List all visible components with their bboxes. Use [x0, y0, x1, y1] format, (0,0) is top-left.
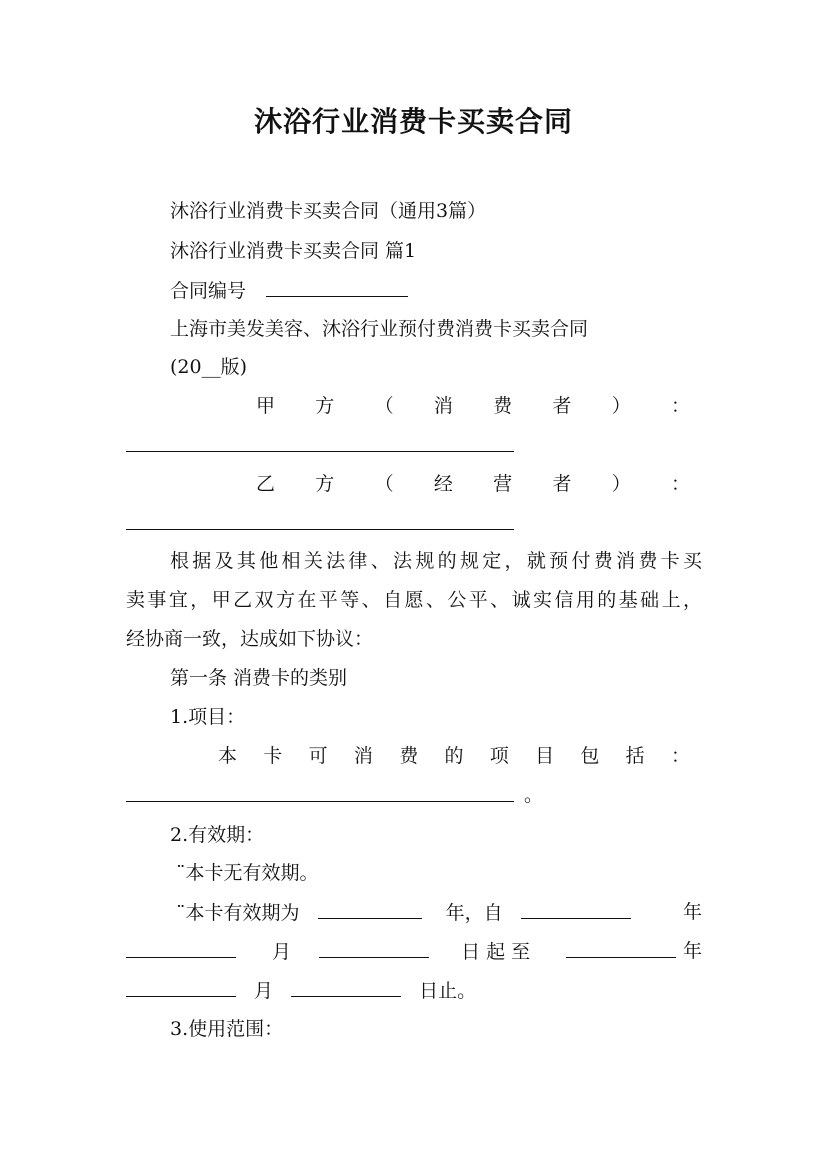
- item1-char: 包: [580, 745, 600, 767]
- paragraph-line: 根据及其他相关法律、法规的规定，就预付费消费卡买: [170, 550, 702, 572]
- end-month-blank: [126, 976, 236, 997]
- party-a-char: 甲: [256, 395, 276, 417]
- party-a-char: ）: [611, 395, 631, 417]
- from-to-label: 日起至: [461, 941, 537, 963]
- contract-number-label: 合同编号: [170, 280, 247, 302]
- start-year-blank: [521, 898, 631, 919]
- party-a-char: 费: [493, 395, 513, 417]
- option-line: ¨本卡无有效期。: [176, 862, 319, 884]
- party-b-blank: [126, 529, 514, 530]
- option-text: 年，自: [445, 902, 503, 924]
- paragraph-line: 卖事宜，甲乙双方在平等、自愿、公平、诚实信用的基础上，: [126, 589, 702, 611]
- party-a-char: ：: [670, 395, 690, 417]
- party-a-char: （: [374, 395, 394, 417]
- day-end-label: 日止。: [419, 980, 477, 1002]
- subtitle-line: 沐浴行业消费卡买卖合同（通用3篇）: [170, 200, 487, 222]
- item1-text-row: [218, 742, 690, 770]
- party-a-row: [256, 392, 690, 420]
- item1-char: 消: [353, 745, 373, 767]
- party-a-char: 者: [552, 395, 572, 417]
- item1-char: 本: [218, 745, 238, 767]
- item1-char: 卡: [263, 745, 283, 767]
- version-line: (20__版): [170, 356, 248, 378]
- item-label: 3.使用范围：: [170, 1018, 284, 1040]
- contract-name-line: 上海市美发美容、沐浴行业预付费消费卡买卖合同: [170, 318, 589, 340]
- party-b-char: 方: [315, 473, 335, 495]
- party-a-blank: [126, 451, 514, 452]
- party-b-char: ：: [670, 473, 690, 495]
- start-day-blank: [319, 937, 429, 958]
- party-a-char: 方: [315, 395, 335, 417]
- date-row-2: [126, 976, 702, 1005]
- party-b-char: （: [374, 473, 394, 495]
- item-label: 2.有效期：: [170, 824, 265, 846]
- year-label: 年: [682, 940, 702, 962]
- page-title: 沐浴行业消费卡买卖合同: [253, 105, 573, 138]
- end-day-blank: [291, 976, 401, 997]
- party-b-char: 乙: [256, 473, 276, 495]
- item1-char: 项: [489, 745, 509, 767]
- item1-char: 的: [444, 745, 464, 767]
- start-month-blank: [126, 937, 236, 958]
- article-heading: 第一条 消费卡的类别: [170, 667, 348, 689]
- paragraph-line: 经协商一致，达成如下协议：: [126, 628, 374, 650]
- contract-number-blank: [266, 276, 408, 297]
- party-b-char: 经: [433, 473, 453, 495]
- contract-number-row: [170, 276, 702, 305]
- year-count-blank: [318, 898, 422, 919]
- party-b-char: 营: [493, 473, 513, 495]
- item1-char: 费: [399, 745, 419, 767]
- item1-char: ：: [670, 745, 690, 767]
- year-label: 年: [682, 901, 702, 923]
- item1-blank: [126, 801, 514, 802]
- item-label: 1.项目：: [170, 706, 246, 728]
- item1-end-mark: 。: [524, 784, 544, 806]
- party-a-char: 消: [433, 395, 453, 417]
- item1-char: 括: [625, 745, 645, 767]
- item1-char: 可: [308, 745, 328, 767]
- month-label: 月: [254, 980, 274, 1002]
- date-row: [126, 937, 702, 966]
- month-label: 月: [272, 941, 292, 963]
- section-heading: 沐浴行业消费卡买卖合同 篇1: [170, 240, 417, 262]
- option-text: ¨本卡有效期为: [176, 902, 300, 924]
- item1-char: 目: [535, 745, 555, 767]
- party-b-row: [256, 470, 690, 498]
- end-year-blank: [566, 937, 676, 958]
- option-validity-row: [176, 898, 702, 927]
- party-b-char: ）: [611, 473, 631, 495]
- party-b-char: 者: [552, 473, 572, 495]
